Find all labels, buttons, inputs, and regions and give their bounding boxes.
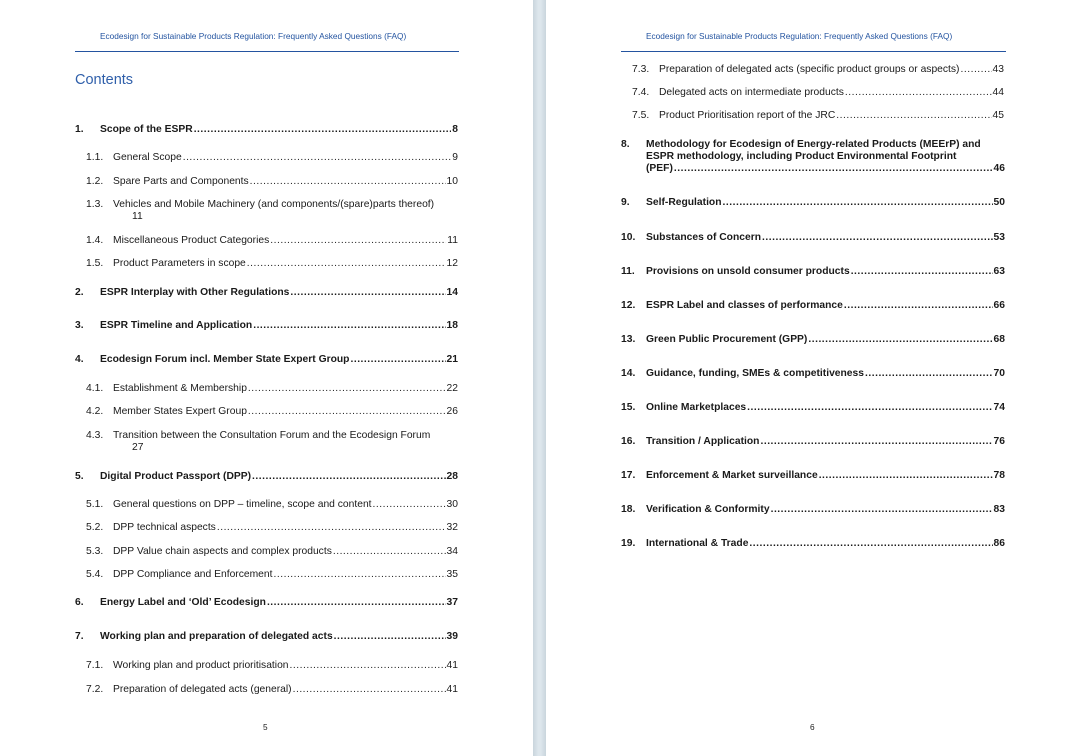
toc-entry-7-5[interactable] (632, 110, 1004, 122)
toc-entry-1-2[interactable] (86, 176, 458, 188)
toc-entry-1-4[interactable] (86, 235, 458, 247)
toc-entry-4[interactable] (75, 354, 458, 366)
toc-entry-2[interactable] (75, 287, 458, 299)
toc-number: 4.3. (86, 430, 104, 441)
toc-number: 4. (75, 354, 84, 365)
toc-entry-11[interactable] (621, 266, 1005, 278)
toc-page-number: 63 (993, 266, 1005, 277)
dot-leader (747, 402, 992, 414)
toc-number: 1.4. (86, 235, 104, 246)
toc-page-number: 14 (446, 287, 458, 298)
dot-leader (248, 406, 446, 418)
toc-number: 1.1. (86, 152, 104, 163)
toc-number: 1.5. (86, 258, 104, 269)
dot-leader (333, 546, 446, 558)
toc-number: 15. (621, 402, 636, 413)
toc-title: Product Prioritisation report of the JRC (659, 110, 836, 121)
toc-number: 16. (621, 436, 636, 447)
toc-title: General Scope (113, 152, 182, 163)
toc-page-number: 46 (993, 163, 1005, 174)
dot-leader (808, 334, 992, 346)
running-header: Ecodesign for Sustainable Products Regulation: Frequently Asked Questions (FAQ) (646, 31, 953, 41)
toc-page-number: 8 (452, 124, 458, 135)
toc-entry-5[interactable] (75, 471, 458, 483)
running-header: Ecodesign for Sustainable Products Regulation: Frequently Asked Questions (FAQ) (100, 31, 407, 41)
toc-title: Transition between the Consultation Forum and the Ecodesign Forum (113, 430, 431, 441)
toc-page-number: 66 (993, 300, 1005, 311)
dot-leader (961, 64, 992, 76)
toc-entry-17[interactable] (621, 470, 1005, 482)
dot-leader (248, 383, 446, 395)
toc-title: Green Public Procurement (GPP) (646, 334, 808, 345)
toc-number: 5.1. (86, 499, 104, 510)
dot-leader (749, 538, 992, 550)
dot-leader (760, 436, 992, 448)
toc-page-number: 41 (446, 660, 458, 671)
toc-page-number: 30 (446, 499, 458, 510)
toc-number: 10. (621, 232, 636, 243)
toc-entry-19[interactable] (621, 538, 1005, 550)
toc-page-number: 78 (993, 470, 1005, 481)
dot-leader (252, 471, 445, 483)
toc-number: 12. (621, 300, 636, 311)
toc-number: 4.1. (86, 383, 104, 394)
page-number: 6 (810, 722, 815, 732)
toc-page-number: 39 (446, 631, 458, 642)
toc-number: 7.3. (632, 64, 650, 75)
toc-page-number: 27 (132, 442, 144, 453)
dot-leader (851, 266, 993, 278)
toc-entry-3[interactable] (75, 320, 458, 332)
dot-leader (217, 522, 446, 534)
toc-title: Product Parameters in scope (113, 258, 246, 269)
toc-page-number: 22 (446, 383, 458, 394)
toc-entry-1-5[interactable] (86, 258, 458, 270)
toc-title-line-2: ESPR methodology, including Product Environmental Footprint (646, 151, 957, 162)
toc-page-number: 53 (993, 232, 1005, 243)
page-gutter (533, 0, 546, 756)
toc-entry-14[interactable] (621, 368, 1005, 380)
toc-entry-1-3[interactable] (86, 199, 458, 223)
dot-leader (865, 368, 993, 380)
toc-title: International & Trade (646, 538, 749, 549)
dot-leader (183, 152, 452, 164)
toc-entry-5-1[interactable] (86, 499, 458, 511)
dot-leader (723, 197, 993, 209)
toc-number: 14. (621, 368, 636, 379)
toc-entry-5-4[interactable] (86, 569, 458, 581)
toc-title: DPP Value chain aspects and complex products (113, 546, 332, 557)
toc-title: Delegated acts on intermediate products (659, 87, 844, 98)
toc-title: General questions on DPP – timeline, scope and content (113, 499, 372, 510)
toc-entry-12[interactable] (621, 300, 1005, 312)
dot-leader (274, 569, 446, 581)
dot-leader (267, 597, 446, 609)
toc-entry-9[interactable] (621, 197, 1005, 209)
dot-leader (290, 660, 446, 672)
dot-leader (247, 258, 446, 270)
toc-entry-4-3[interactable] (86, 430, 458, 454)
toc-entry-10[interactable] (621, 232, 1005, 244)
toc-number: 6. (75, 597, 84, 608)
toc-entry-5-2[interactable] (86, 522, 458, 534)
toc-number: 7.4. (632, 87, 650, 98)
toc-page-number: 11 (447, 235, 458, 246)
toc-number: 5. (75, 471, 84, 482)
toc-title: Energy Label and ‘Old’ Ecodesign (100, 597, 266, 608)
toc-title: Preparation of delegated acts (specific product groups or aspects) (659, 64, 960, 75)
dot-leader (293, 684, 446, 696)
toc-page-number: 11 (132, 211, 143, 222)
toc-title: Establishment & Membership (113, 383, 247, 394)
toc-entry-6[interactable] (75, 597, 458, 609)
toc-number: 7.2. (86, 684, 104, 695)
toc-title: DPP Compliance and Enforcement (113, 569, 273, 580)
toc-entry-4-1[interactable] (86, 383, 458, 395)
toc-number: 4.2. (86, 406, 104, 417)
header-rule (75, 51, 459, 52)
toc-number: 5.3. (86, 546, 104, 557)
toc-page-number: 37 (446, 597, 458, 608)
dot-leader (334, 631, 446, 643)
toc-page-number: 50 (993, 197, 1005, 208)
toc-page-number: 83 (993, 504, 1005, 515)
toc-page-number: 70 (993, 368, 1005, 379)
toc-page-number: 43 (992, 64, 1004, 75)
toc-title: ESPR Interplay with Other Regulations (100, 287, 290, 298)
toc-title: Online Marketplaces (646, 402, 747, 413)
toc-page-number: 41 (446, 684, 458, 695)
toc-title-line-1: Methodology for Ecodesign of Energy-related Products (MEErP) and (646, 139, 981, 150)
toc-entry-7-4[interactable] (632, 87, 1004, 99)
toc-title: Scope of the ESPR (100, 124, 193, 135)
dot-leader (250, 176, 446, 188)
dot-leader (762, 232, 993, 244)
toc-page-number: 12 (446, 258, 458, 269)
toc-title: Enforcement & Market surveillance (646, 470, 818, 481)
toc-number: 1. (75, 124, 84, 135)
toc-page-number: 34 (446, 546, 458, 557)
toc-number: 17. (621, 470, 636, 481)
toc-page-number: 86 (993, 538, 1005, 549)
dot-leader (270, 235, 446, 247)
toc-number: 8. (621, 139, 630, 150)
toc-entry-7-3[interactable] (632, 64, 1004, 76)
toc-number: 9. (621, 197, 630, 208)
toc-number: 5.2. (86, 522, 104, 533)
toc-title: Vehicles and Mobile Machinery (and components/(spare)parts thereof) (113, 199, 435, 210)
dot-leader (819, 470, 993, 482)
dot-leader (836, 110, 991, 122)
toc-title: Spare Parts and Components (113, 176, 249, 187)
toc-page-number: 28 (446, 471, 458, 482)
toc-title: DPP technical aspects (113, 522, 216, 533)
toc-entry-16[interactable] (621, 436, 1005, 448)
toc-entry-7-2[interactable] (86, 684, 458, 696)
toc-page-number: 18 (446, 320, 458, 331)
toc-title: Miscellaneous Product Categories (113, 235, 270, 246)
toc-title: Verification & Conformity (646, 504, 770, 515)
left-page (0, 0, 533, 756)
contents-title: Contents (75, 72, 134, 88)
toc-page-number: 26 (446, 406, 458, 417)
toc-entry-7-1[interactable] (86, 660, 458, 672)
dot-leader (253, 320, 445, 332)
toc-number: 13. (621, 334, 636, 345)
toc-page-number: 74 (993, 402, 1005, 413)
toc-title: Working plan and preparation of delegated acts (100, 631, 333, 642)
toc-number: 18. (621, 504, 636, 515)
toc-number: 2. (75, 287, 84, 298)
dot-leader (194, 124, 452, 136)
toc-number: 5.4. (86, 569, 104, 580)
toc-title: Provisions on unsold consumer products (646, 266, 850, 277)
dot-leader (373, 499, 446, 511)
toc-title: Digital Product Passport (DPP) (100, 471, 252, 482)
toc-page-number: 9 (452, 152, 458, 163)
toc-entry-1[interactable] (75, 124, 458, 136)
page-number: 5 (263, 722, 268, 732)
toc-number: 3. (75, 320, 84, 331)
toc-entry-13[interactable] (621, 334, 1005, 346)
header-rule (621, 51, 1006, 52)
toc-entry-15[interactable] (621, 402, 1005, 414)
toc-page-number: 35 (446, 569, 458, 580)
toc-page-number: 76 (993, 436, 1005, 447)
toc-number: 7.5. (632, 110, 650, 121)
toc-title: Substances of Concern (646, 232, 762, 243)
toc-title: Transition / Application (646, 436, 760, 447)
toc-number: 7.1. (86, 660, 104, 671)
toc-title: Working plan and product prioritisation (113, 660, 289, 671)
dot-leader (350, 354, 445, 366)
right-page (546, 0, 1080, 756)
toc-page-number: 10 (446, 176, 458, 187)
dot-leader (674, 163, 993, 175)
toc-title: Self-Regulation (646, 197, 722, 208)
toc-number: 1.3. (86, 199, 104, 210)
toc-page-number: 45 (992, 110, 1004, 121)
toc-entry-1-1[interactable] (86, 152, 458, 164)
toc-entry-8[interactable] (621, 139, 1005, 175)
toc-page-number: 21 (446, 354, 458, 365)
toc-title-line-3: (PEF) (646, 163, 673, 174)
dot-leader (771, 504, 993, 516)
toc-title: Member States Expert Group (113, 406, 247, 417)
toc-entry-7[interactable] (75, 631, 458, 643)
dot-leader (844, 300, 993, 312)
dot-leader (845, 87, 992, 99)
toc-entry-18[interactable] (621, 504, 1005, 516)
toc-entry-4-2[interactable] (86, 406, 458, 418)
toc-number: 11. (621, 266, 635, 277)
toc-title: Ecodesign Forum incl. Member State Expert Group (100, 354, 350, 365)
toc-title: Preparation of delegated acts (general) (113, 684, 292, 695)
toc-page-number: 44 (992, 87, 1004, 98)
toc-number: 7. (75, 631, 84, 642)
toc-title: Guidance, funding, SMEs & competitiveness (646, 368, 864, 379)
toc-page-number: 68 (993, 334, 1005, 345)
toc-number: 1.2. (86, 176, 104, 187)
toc-page-number: 32 (446, 522, 458, 533)
toc-entry-5-3[interactable] (86, 546, 458, 558)
dot-leader (290, 287, 445, 299)
toc-title: ESPR Label and classes of performance (646, 300, 843, 311)
toc-number: 19. (621, 538, 636, 549)
toc-title: ESPR Timeline and Application (100, 320, 253, 331)
